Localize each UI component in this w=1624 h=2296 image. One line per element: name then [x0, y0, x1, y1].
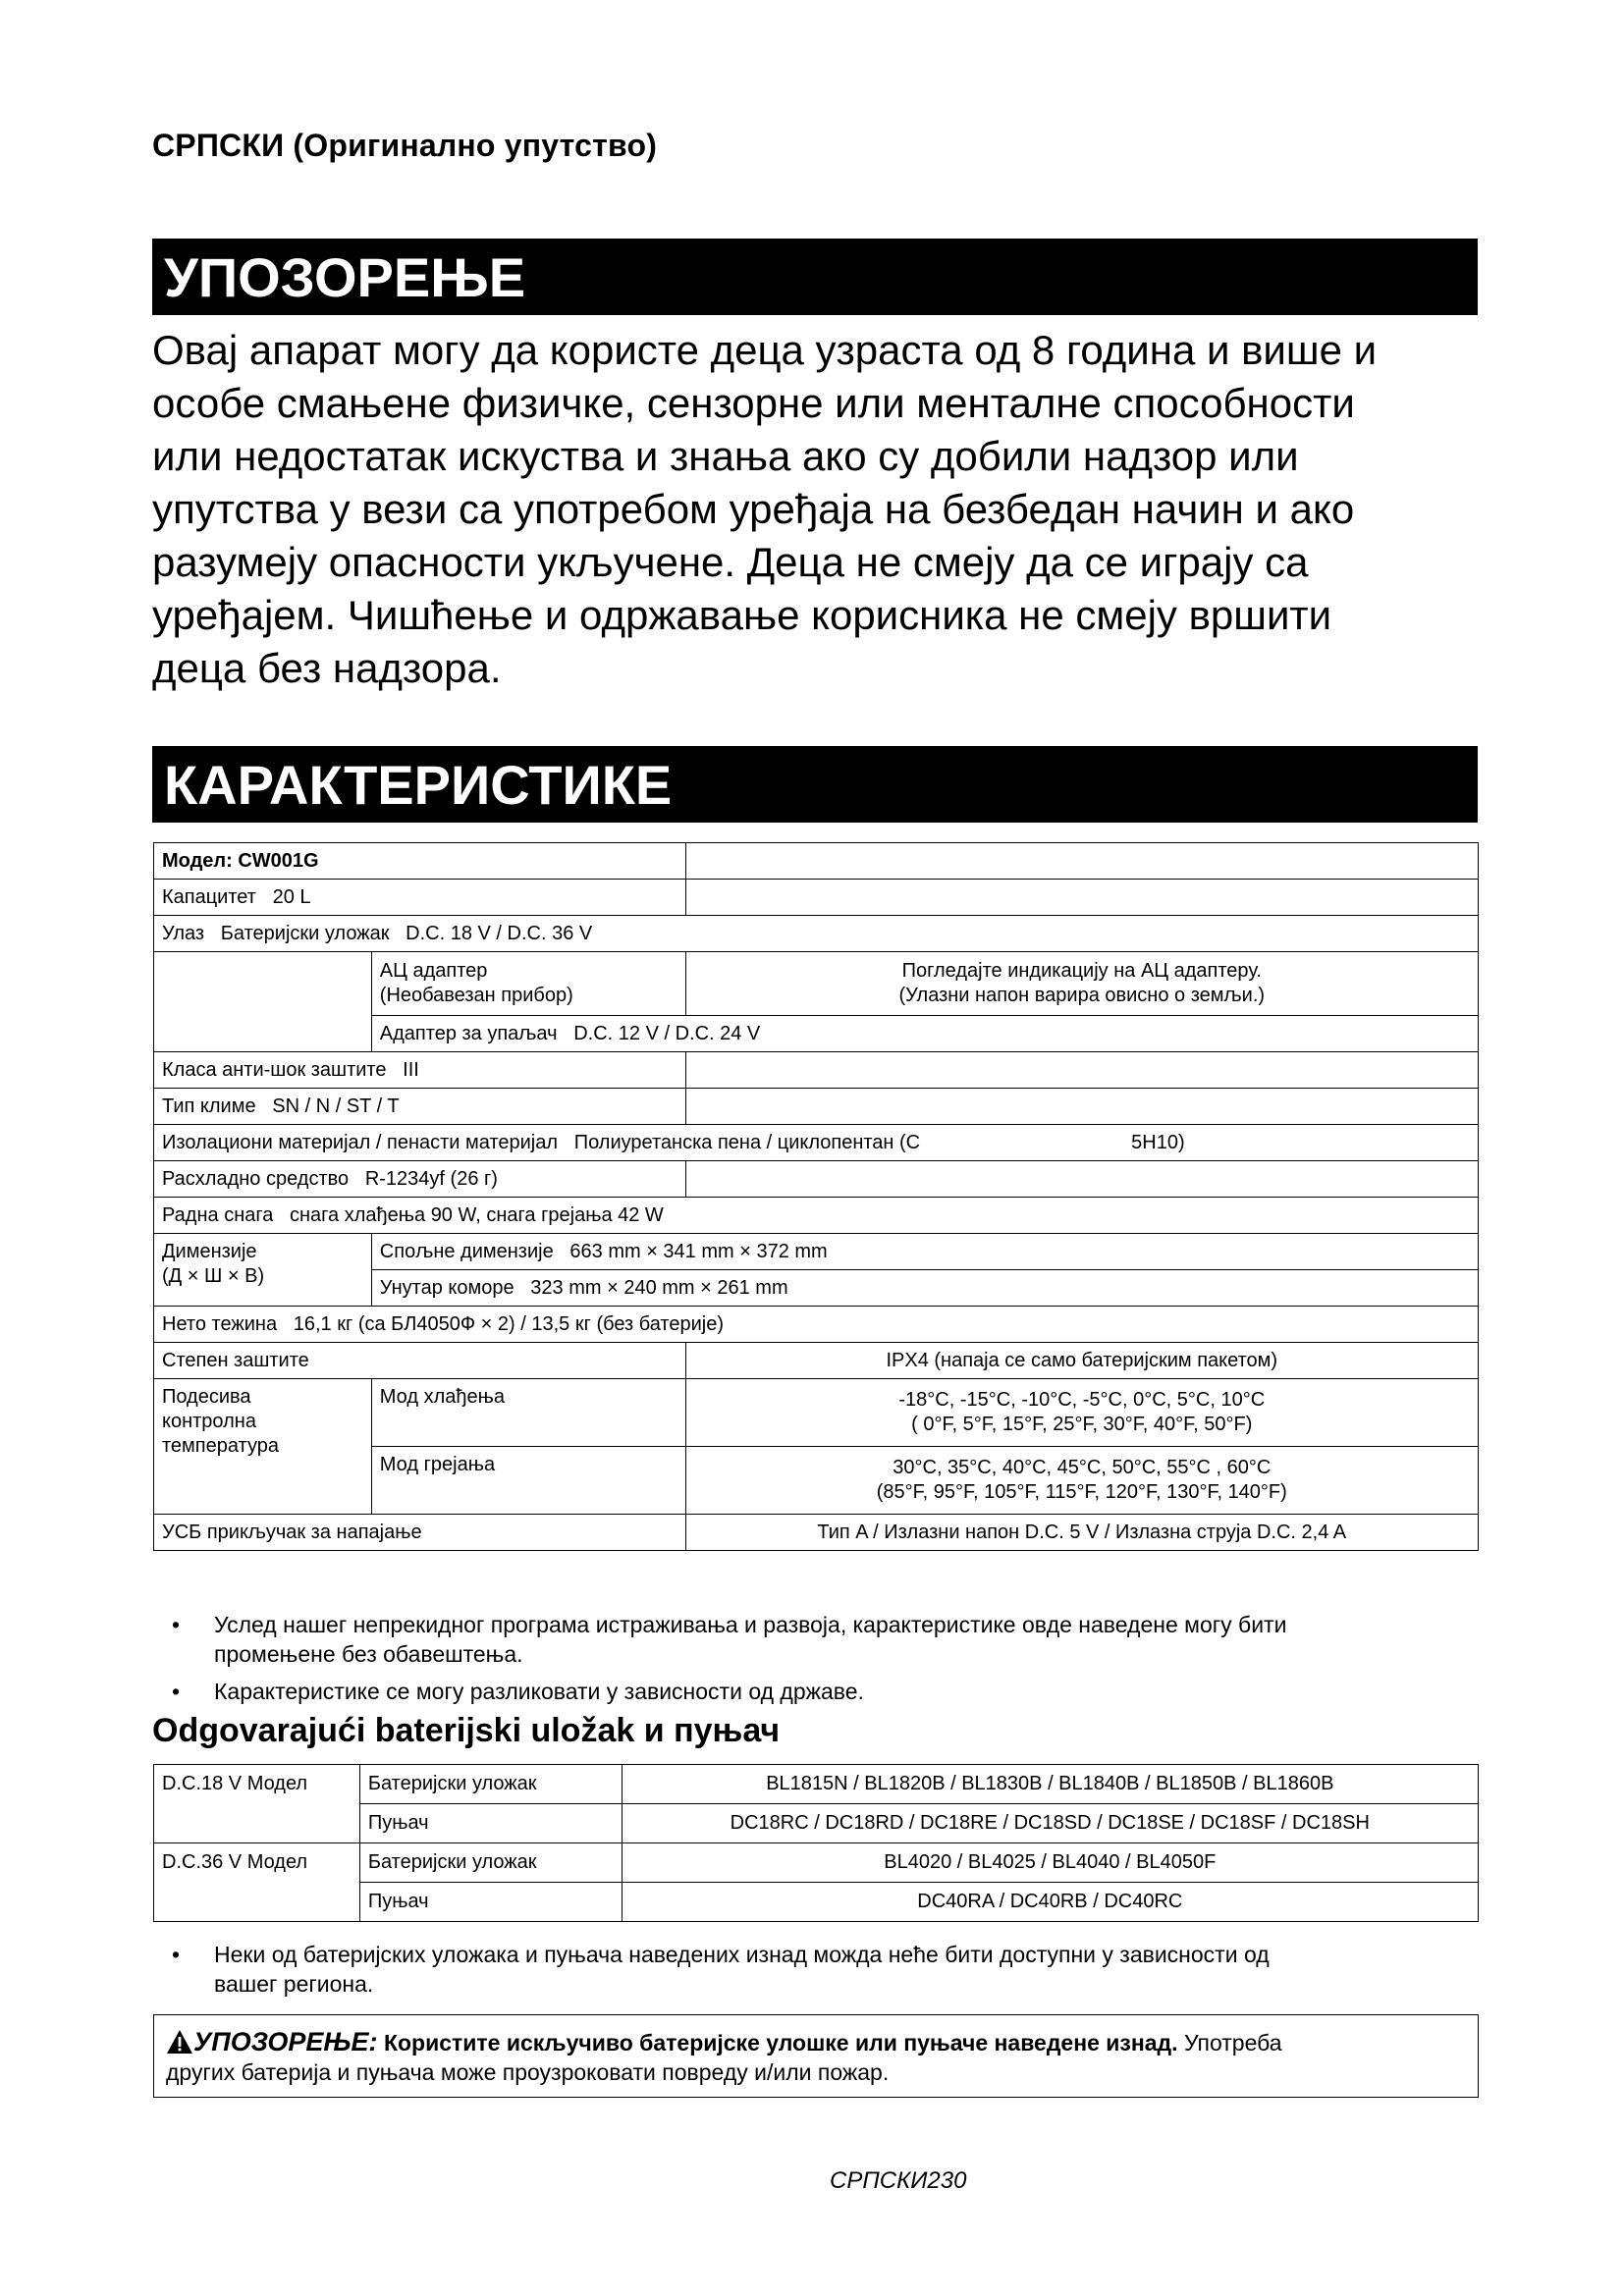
- battery-notes: [152, 1940, 1488, 2006]
- table-row: Нето тежина 16,1 кг (са БЛ4050Ф × 2) / 13,5 кг (без батерије): [154, 1307, 1479, 1343]
- warning-triangle-icon: [166, 2029, 193, 2055]
- warning-line: уређајем. Чишћење и одржавање корисника не смеју вршити: [152, 592, 1332, 638]
- table-row: Тип климе SN / N / ST / T: [154, 1089, 1479, 1125]
- warning-heading: УПОЗОРЕЊЕ: [152, 239, 1478, 315]
- list-item: • Неки од батеријских уложака и пуњача наведених изнад можда неће бити доступни у зависности од вашег региона.: [172, 1942, 1270, 1997]
- warning-line: или недостатак искуства и знања ако су добили надзор или: [152, 433, 1299, 479]
- table-row: Подесива контролна температура Мод хлађења -18°C, -15°C, -10°C, -5°C, 0°C, 5°C, 10°C ( 0°F, 5°F, 15°F, 25°F, 30°F, 40°F, 50°F): [154, 1379, 1479, 1447]
- warning-line: деца без надзора.: [152, 645, 502, 691]
- table-row: Капацитет 20 L: [154, 880, 1479, 916]
- table-row: Степен заштите IPX4 (напаја се само батеријским пакетом): [154, 1343, 1479, 1379]
- warning-line: особе смањене физичке, сензорне или менталне способности: [152, 380, 1355, 426]
- page-title: СРПСКИ (Оригинално упутство): [152, 128, 658, 163]
- table-row: Пуњач DC40RA / DC40RB / DC40RC: [154, 1883, 1479, 1922]
- specs-heading: КАРАКТЕРИСТИКЕ: [152, 746, 1478, 823]
- caution-strong-text: Користите искључиво батеријске улошке или пуњаче наведене изнад.: [383, 2030, 1178, 2056]
- table-row: [154, 843, 1479, 880]
- table-row: Адаптер за упаљач D.C. 12 V / D.C. 24 V: [154, 1016, 1479, 1052]
- table-row: D.C.18 V Модел Батеријски уложак BL1815N / BL1820B / BL1830B / BL1840B / BL1850B / BL1860B: [154, 1765, 1479, 1804]
- table-row: УСБ прикључак за напајање Тип A / Излазни напон D.C. 5 V / Излазна струја D.C. 2,4 A: [154, 1515, 1479, 1551]
- table-row: Пуњач DC18RC / DC18RD / DC18RE / DC18SD / DC18SE / DC18SF / DC18SH: [154, 1804, 1479, 1843]
- warning-line: упутства у вези са употребом уређаја на безбедан начин и ако: [152, 486, 1355, 532]
- battery-table: [153, 1764, 1479, 1922]
- caution-text: Употреба: [1183, 2030, 1282, 2056]
- table-row: D.C.36 V Модел Батеријски уложак BL4020 / BL4025 / BL4040 / BL4050F: [154, 1843, 1479, 1883]
- warning-line: разумеју опасности укључене. Деца не смеју да се играју са: [152, 539, 1309, 585]
- model-cell: Модел: CW001G: [154, 843, 686, 880]
- list-item: • Услед нашег непрекидног програма истраживања и развоја, карактеристике овде наведене могу бити промењене без обавештења.: [172, 1612, 1287, 1667]
- table-row: Изолациони материјал / пенасти материјал Полиуретанска пена / циклопентан (C 5H10): [154, 1125, 1479, 1161]
- table-row: Димензије (Д × Ш × В) Спољне димензије 663 mm × 341 mm × 372 mm: [154, 1234, 1479, 1270]
- battery-heading: Odgovarajući baterijski uložak и пуњач: [152, 1712, 781, 1749]
- table-row: Унутар коморе 323 mm × 240 mm × 261 mm: [154, 1270, 1479, 1307]
- table-row: Улаз Батеријски уложак D.C. 18 V / D.C. 36 V: [154, 916, 1479, 952]
- specs-table: [153, 842, 1479, 1551]
- table-row: Класа анти-шок заштите III: [154, 1052, 1479, 1089]
- warning-line: Овај апарат могу да користе деца узраста од 8 година и више и: [152, 327, 1378, 373]
- table-row: Мод грејања 30°C, 35°C, 40°C, 45°C, 50°C, 55°C , 60°C (85°F, 95°F, 105°F, 115°F, 120°F, 130°F, 140°F): [154, 1447, 1479, 1515]
- warning-paragraph: [152, 324, 1488, 695]
- page-number: СРПСКИ230: [830, 2167, 967, 2194]
- table-row: Расхладно средство R-1234yf (26 г): [154, 1161, 1479, 1198]
- caution-label: УПОЗОРЕЊЕ:: [193, 2027, 378, 2056]
- table-row: Радна снага снага хлађења 90 W, снага грејања 42 W: [154, 1198, 1479, 1234]
- caution-box: [153, 2014, 1479, 2098]
- table-row: АЦ адаптер (Необавезан прибор) Погледајте индикацију на АЦ адаптеру. (Улазни напон варира овисно о земљи.): [154, 952, 1479, 1016]
- list-item: • Карактеристике се могу разликовати у зависности од државе.: [172, 1679, 864, 1704]
- caution-text: других батерија и пуњача може проузроковати повреду и/или пожар.: [166, 2059, 890, 2085]
- spec-notes: [152, 1610, 1488, 1714]
